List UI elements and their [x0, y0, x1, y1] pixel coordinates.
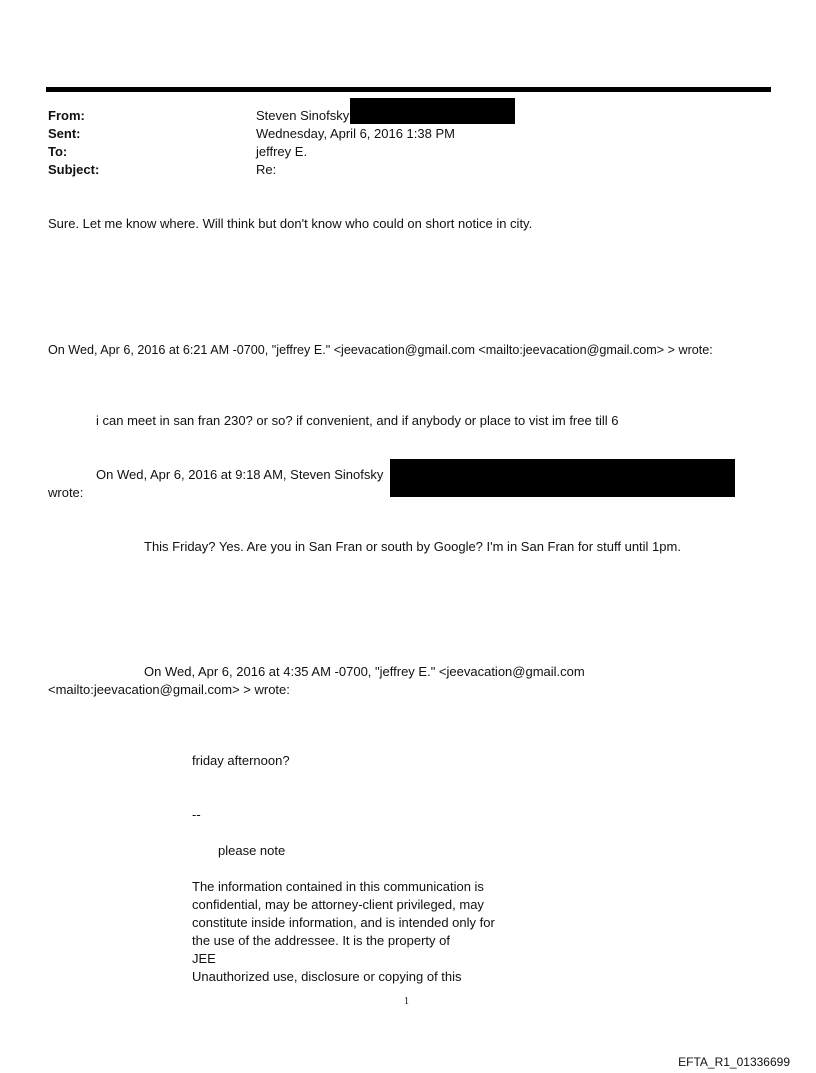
reply-line: Sure. Let me know where. Will think but don't know who could on short notice in city.: [48, 216, 533, 231]
quote1-text: i can meet in san fran 230? or so? if convenient, and if anybody or place to vist im free till 6: [96, 413, 619, 428]
quote2-text: This Friday? Yes. Are you in San Fran or south by Google? I'm in San Fran for stuff until 1pm.: [144, 539, 681, 554]
quote3-text: friday afternoon?: [192, 753, 290, 768]
quote3-header-line1: On Wed, Apr 6, 2016 at 4:35 AM -0700, "jeffrey E." <jeevacation@gmail.com: [144, 664, 585, 679]
quote2-header-line2: wrote:: [48, 485, 84, 500]
redaction-box: [350, 98, 515, 124]
disclaimer-line: Unauthorized use, disclosure or copying of this: [192, 969, 462, 984]
signature-separator: --: [192, 807, 201, 822]
page-number: 1: [404, 996, 409, 1007]
sent-value: Wednesday, April 6, 2016 1:38 PM: [256, 126, 455, 141]
disclaimer-line: confidential, may be attorney-client privileged, may: [192, 897, 484, 912]
from-value: Steven Sinofsky: [256, 108, 350, 123]
header-rule: [46, 87, 771, 92]
to-label: To:: [48, 144, 68, 159]
from-label: From:: [48, 108, 85, 123]
sent-label: Sent:: [48, 126, 81, 141]
to-value: jeffrey E.: [256, 144, 308, 159]
document-id: EFTA_R1_01336699: [678, 1055, 790, 1069]
quote3-header-line2: <mailto:jeevacation@gmail.com> > wrote:: [48, 682, 290, 697]
signature-note: please note: [218, 843, 286, 858]
subject-label: Subject:: [48, 162, 100, 177]
disclaimer-line: JEE: [192, 951, 216, 966]
quote2-header-line1: On Wed, Apr 6, 2016 at 9:18 AM, Steven Sinofsky: [96, 467, 384, 482]
redaction-box: [390, 459, 735, 497]
quote1-header: On Wed, Apr 6, 2016 at 6:21 AM -0700, "jeffrey E." <jeevacation@gmail.com <mailto:jeevacation@gmail.com> > wrote:: [48, 343, 713, 357]
subject-value: Re:: [256, 162, 277, 177]
disclaimer-line: constitute inside information, and is intended only for: [192, 915, 495, 930]
disclaimer-line: The information contained in this communication is: [192, 879, 484, 894]
disclaimer-line: the use of the addressee. It is the property of: [192, 933, 450, 948]
